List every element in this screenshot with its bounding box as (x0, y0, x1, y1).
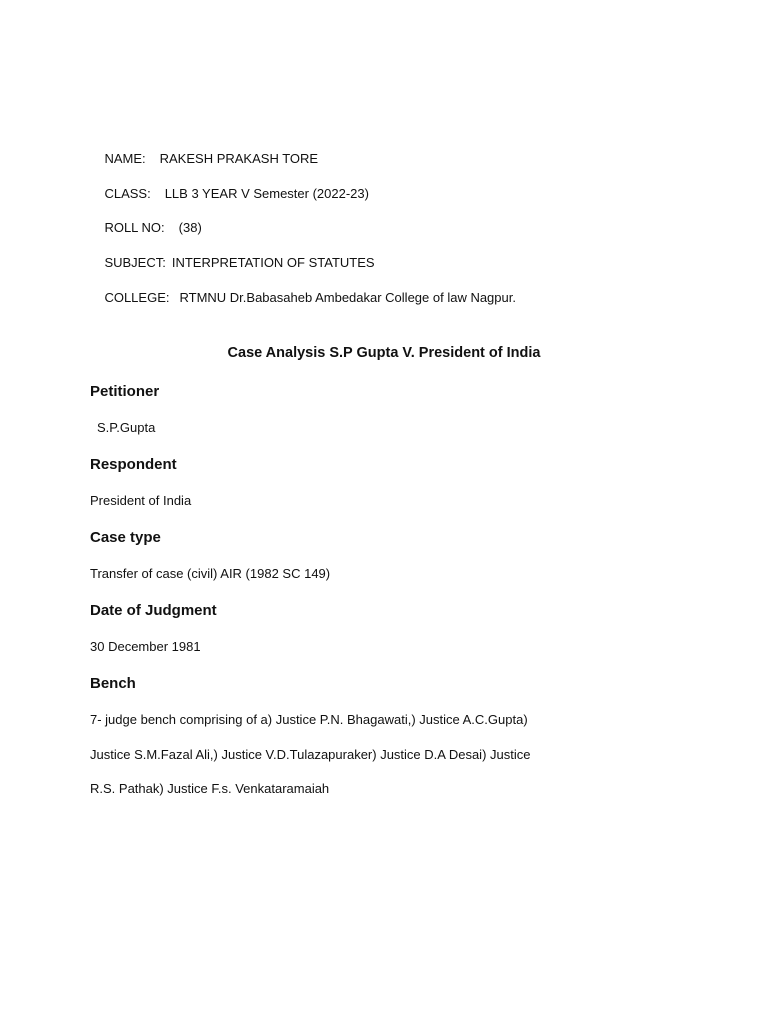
college-label: COLLEGE: (104, 290, 170, 305)
date-text: 30 December 1981 (90, 639, 201, 654)
class-label: CLASS: (104, 186, 151, 201)
document-title: Case Analysis S.P Gupta V. President of India (227, 345, 541, 361)
subject-label: SUBJECT: (104, 255, 166, 270)
college-value: RTMNU Dr.Babasaheb Ambedakar College of law Nagpur. (179, 290, 516, 305)
name-value: RAKESH PRAKASH TORE (159, 151, 319, 166)
bench-heading: Bench (90, 675, 136, 692)
bench-line-2: Justice S.M.Fazal Ali,) Justice V.D.Tulazapuraker) Justice D.A Desai) Justice (90, 747, 531, 762)
date-heading: Date of Judgment (90, 602, 217, 619)
respondent-heading: Respondent (90, 456, 177, 473)
petitioner-heading: Petitioner (90, 383, 160, 400)
bench-line-3: R.S. Pathak) Justice F.s. Venkataramaiah (90, 781, 330, 796)
subject-value: INTERPRETATION OF STATUTES (171, 255, 375, 270)
case-type-text: Transfer of case (civil) AIR (1982 SC 149) (90, 566, 331, 581)
name-label: NAME: (104, 151, 146, 166)
roll-value: (38) (178, 220, 202, 235)
bench-line-1: 7- judge bench comprising of a) Justice P.N. Bhagawati,) Justice A.C.Gupta) (90, 712, 528, 727)
respondent-text: President of India (90, 493, 192, 508)
case-type-heading: Case type (90, 529, 161, 546)
petitioner-text: S.P.Gupta (97, 420, 156, 435)
class-value: LLB 3 YEAR V Semester (2022-23) (164, 186, 369, 201)
college-row (90, 274, 516, 322)
roll-label: ROLL NO: (104, 220, 165, 235)
